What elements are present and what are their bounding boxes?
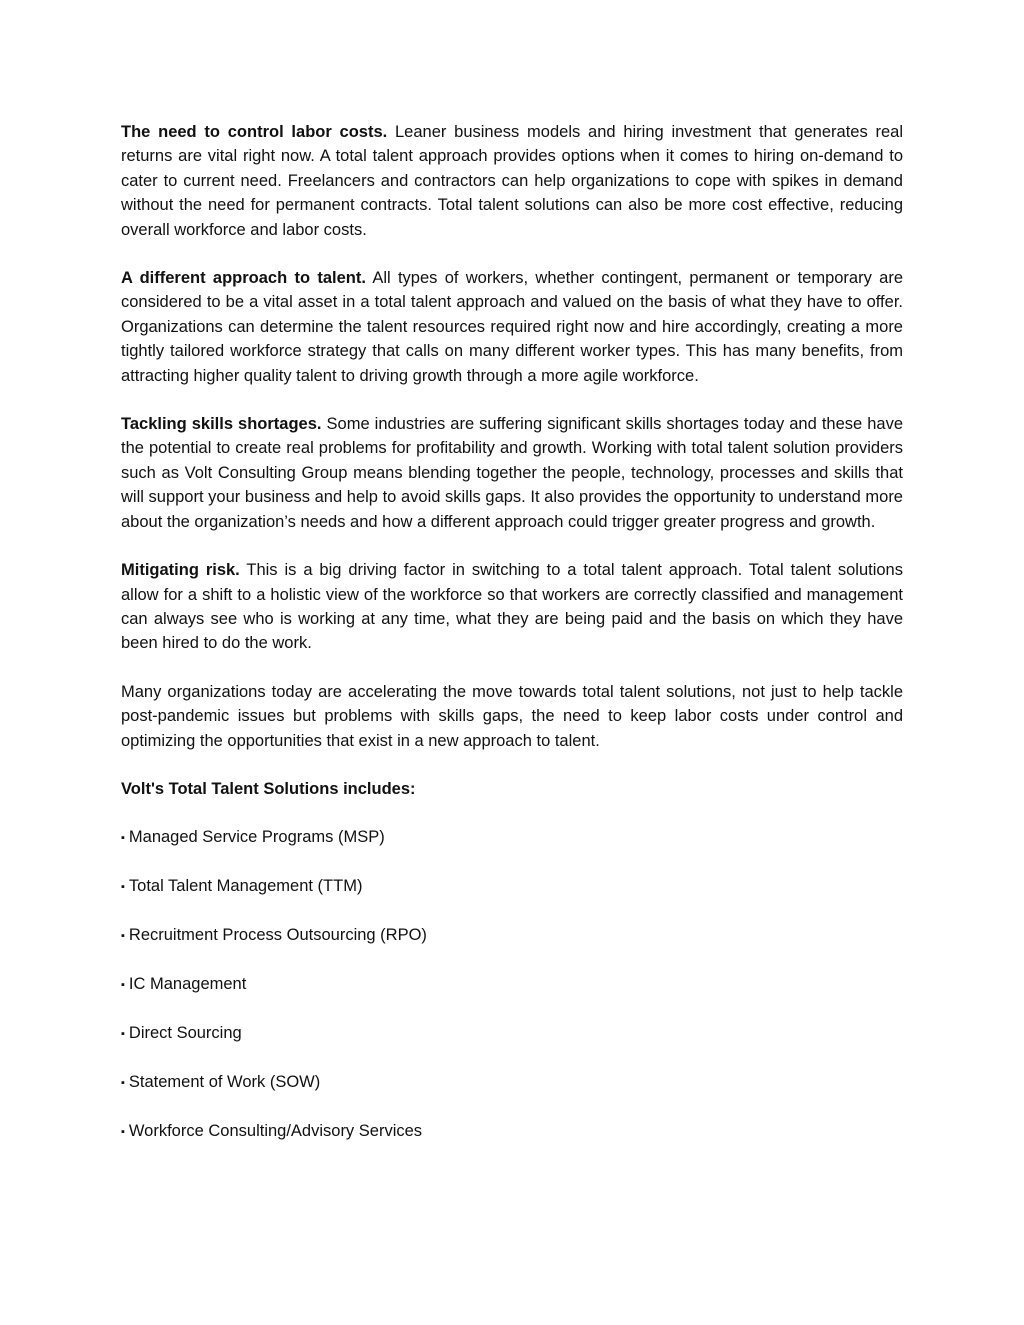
- paragraph-mitigating-risk: [121, 558, 903, 656]
- paragraph-lead: The need to control labor costs.: [121, 123, 388, 141]
- paragraph-lead: Tackling skills shortages.: [121, 415, 322, 434]
- paragraph-body: All types of workers, whether contingent, permanent or temporary are considered to be a vital asset in a total talent approach and valued on the basis of what they have to offer. Organizations can determine the talent resources required right now and hire accordingly, creating a more tightly tailored workforce strategy that calls on many different worker types. This has many benefits, from attracting higher quality talent to driving growth through a more agile workforce.: [121, 269, 903, 385]
- square-bullet-icon: ▪: [121, 979, 125, 992]
- solutions-heading: Volt's Total Talent Solutions includes:: [121, 779, 416, 798]
- paragraph-body: This is a big driving factor in switching to a total talent approach. Total talent solutions allow for a shift to a holistic view of the workforce so that workers are correctly classified and management can always see who is working at any time, what they are being paid and the basis on which they have been hired to do the work.: [121, 561, 903, 653]
- square-bullet-icon: ▪: [121, 881, 125, 894]
- square-bullet-icon: ▪: [121, 1126, 125, 1139]
- closing-paragraph: Many organizations today are accelerating the move towards total talent solutions, not just to help tackle post-pandemic issues but problems with skills gaps, the need to keep labor costs under control and optimizing the opportunities that exist in a new approach to talent.: [121, 682, 903, 750]
- list-item: [121, 874, 903, 899]
- list-item: [121, 1070, 903, 1095]
- list-item-label: IC Management: [128, 975, 247, 994]
- paragraph-body: Some industries are suffering significant skills shortages today and these have the potential to create real problems for profitability and growth. Working with total talent solution providers such as Volt Consulting Group means blending together the people, technology, processes and skills that will support your business and help to avoid skills gaps. It also provides the opportunity to understand more about the organization’s needs and how a different approach could trigger greater progress and growth.: [121, 415, 903, 531]
- list-item: [121, 1119, 903, 1144]
- solutions-list: [121, 825, 903, 1144]
- paragraph-lead: A different approach to talent.: [121, 269, 366, 288]
- list-item-label: Managed Service Programs (MSP): [128, 828, 385, 847]
- list-item: [121, 1021, 903, 1046]
- paragraph-skills-shortages: [121, 412, 903, 534]
- paragraph-lead: Mitigating risk.: [121, 561, 240, 580]
- paragraph-body: Leaner business models and hiring investment that generates real returns are vital right now. A total talent approach provides options when it comes to hiring on-demand to cater to current need. Freelancers and contractors can help organizations to cope with spikes in demand without the need for permanent contracts. Total talent solutions can also be more cost effective, reducing overall workforce and labor costs.: [121, 123, 903, 239]
- list-item-label: Recruitment Process Outsourcing (RPO): [128, 926, 427, 945]
- list-item: [121, 825, 903, 850]
- list-item-label: Statement of Work (SOW): [128, 1073, 321, 1092]
- square-bullet-icon: ▪: [121, 1077, 125, 1090]
- square-bullet-icon: ▪: [121, 930, 125, 943]
- list-item-label: Direct Sourcing: [128, 1024, 242, 1043]
- paragraph-labor-costs: [121, 120, 903, 242]
- list-item: [121, 972, 903, 997]
- list-item-label: Workforce Consulting/Advisory Services: [128, 1122, 423, 1141]
- square-bullet-icon: ▪: [121, 832, 125, 845]
- square-bullet-icon: ▪: [121, 1028, 125, 1041]
- paragraph-different-approach: [121, 266, 903, 388]
- list-item-label: Total Talent Management (TTM): [128, 877, 363, 896]
- list-item: [121, 923, 903, 948]
- document-page: [121, 120, 903, 1168]
